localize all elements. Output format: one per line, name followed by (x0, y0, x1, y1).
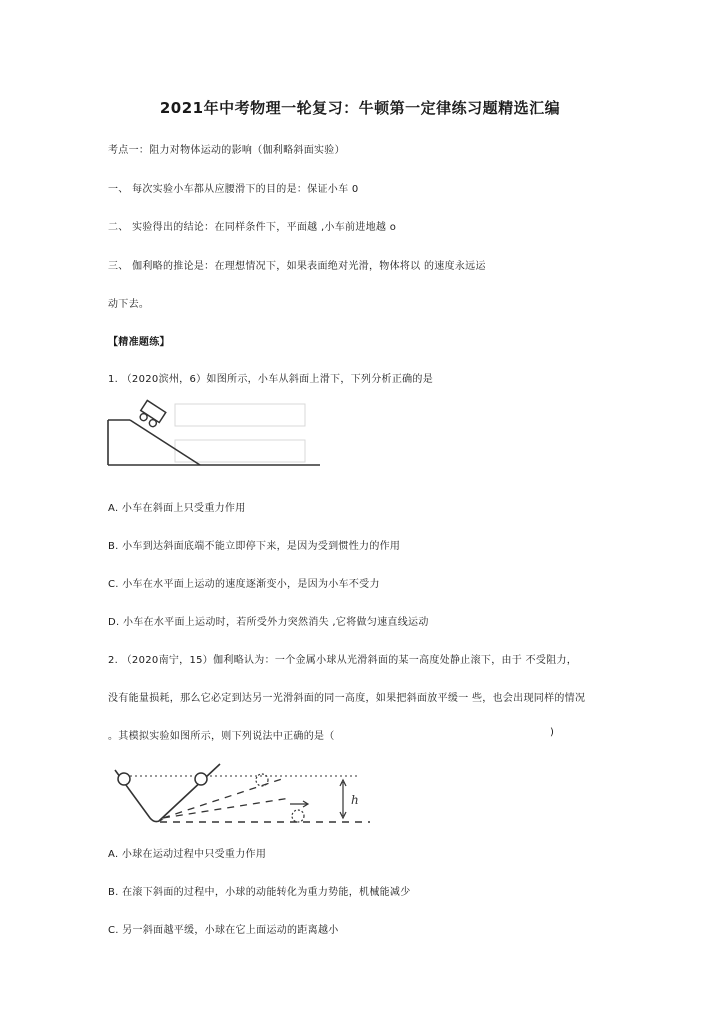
kaodian-heading: 考点一：阻力对物体运动的影响（伽利略斜面实验） (108, 145, 345, 156)
dashed-gentler-slope (163, 798, 290, 818)
faint-bleedthrough-text (175, 404, 305, 462)
q2-stem-line-1: 2. （2020南宁，15）伽利略认为：一个金属小球从光滑斜面的某一高度处静止滚下，由于 不受阻力， (108, 655, 578, 666)
q2-stem-line-3: 。其模拟实验如图所示，则下列说法中正确的是（ (108, 731, 335, 742)
ball-right-icon (195, 773, 207, 785)
point-3: 三、 伽利略的推论是：在理想情况下，如果表面绝对光滑，物体将以 的速度永远运 (108, 261, 486, 272)
q2-option-b: B. 在滚下斜面的过程中，小球的动能转化为重力势能，机械能减少 (108, 887, 411, 898)
q1-stem: 1. （2020滨州，6）如图所示，小车从斜面上滑下，下列分析正确的是 (108, 374, 434, 385)
cart-icon (137, 400, 166, 428)
q1-incline-figure (105, 400, 325, 470)
point-2: 二、 实验得出的结论：在同样条件下，平面越 ,小车前进地越 o (108, 222, 397, 233)
q2-stem-close-paren: ) (550, 727, 555, 738)
ball-dashed-top-icon (256, 774, 268, 786)
q2-option-a: A. 小球在运动过程中只受重力作用 (108, 849, 267, 860)
q1-option-b: B. 小车到达斜面底端不能立即停下来，是因为受到惯性力的作用 (108, 541, 401, 552)
point-3-continued: 动下去。 (108, 299, 150, 310)
section-header: 【精准题练】 (108, 337, 170, 348)
q2-galileo-figure (105, 760, 380, 828)
v-track (115, 764, 220, 822)
q1-option-d: D. 小车在水平面上运动时，若所受外力突然消失 ,它将做匀速直线运动 (108, 617, 429, 628)
incline-slope (130, 420, 200, 465)
q2-option-c: C. 另一斜面越平缓，小球在它上面运动的距离越小 (108, 925, 339, 936)
ball-dashed-flat-icon (292, 810, 304, 822)
ball-left-icon (118, 773, 130, 785)
height-label: h (351, 793, 359, 807)
q1-option-c: C. 小车在水平面上运动的速度逐渐变小，是因为小车不受力 (108, 579, 380, 590)
q2-stem-line-2: 没有能量损耗，那么它必定到达另一光滑斜面的同一高度，如果把斜面放平缓一 些，也会出现同样的情况 (108, 693, 586, 704)
point-1: 一、 每次实验小车都从应腰滑下的目的是：保证小车 0 (108, 184, 359, 195)
q1-option-a: A. 小车在斜面上只受重力作用 (108, 503, 246, 514)
page-title: 2021年中考物理一轮复习：牛顿第一定律练习题精选汇编 (159, 99, 561, 117)
